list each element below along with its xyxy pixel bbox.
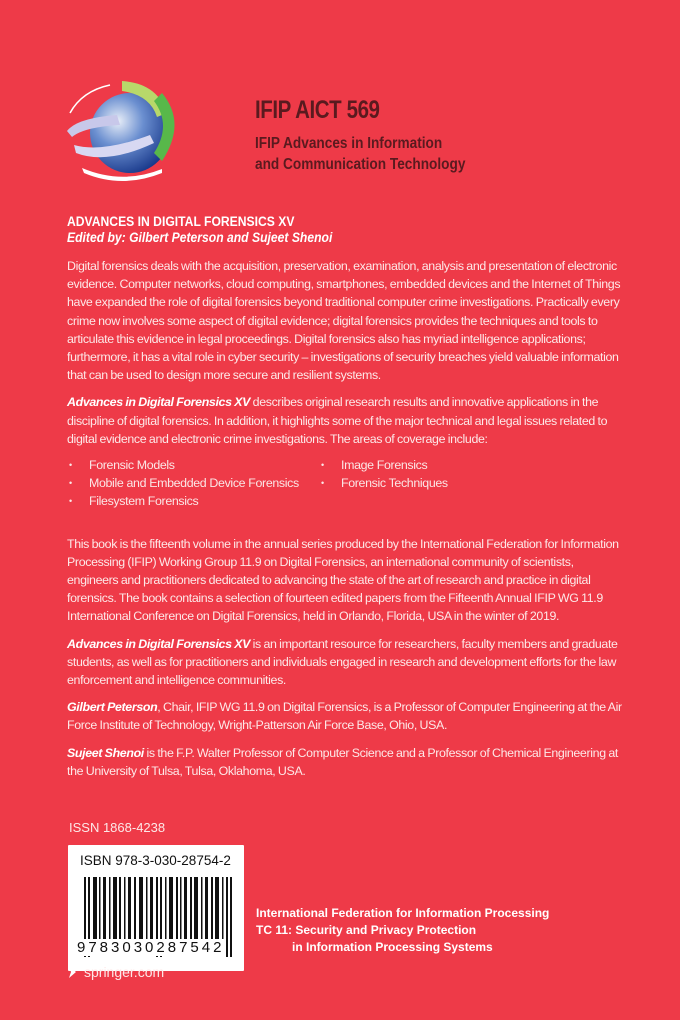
series-subtitle xyxy=(255,133,465,175)
coverage-list xyxy=(67,456,622,511)
coverage-item: • Forensic Techniques xyxy=(319,474,448,492)
book-editors: Edited by: Gilbert Peterson and Sujeet Shenoi xyxy=(67,230,333,245)
editor-bio-text: is the F.P. Walter Professor of Computer Science and a Professor of Chemical Engineering at the University of Tulsa, Tulsa, Oklahoma, USA. xyxy=(67,745,618,778)
ifip-footer xyxy=(256,905,549,956)
isbn-barcode xyxy=(68,845,244,971)
ifip-globe-icon xyxy=(62,73,192,188)
editor-name: Gilbert Peterson xyxy=(67,700,158,715)
scope-paragraph xyxy=(67,393,622,448)
description-paragraph: Digital forensics deals with the acquisition, preservation, examination, analysis and presentation of electronic evidence. Computer networks, cloud computing, smartphones, embedded devices and the Internet of Things have expanded the role of digital forensics beyond traditional computer crime investigations. Practically every crime now involves some aspect of digital evidence; digital forensics provides the techniques and tools to articulate this evidence in legal proceedings. Digital forensics also has myriad intelligence applications; furthermore, it has a vital role in cyber security – investigations of security breaches yield valuable information that can be used to design more secure and resilient systems. xyxy=(67,259,621,383)
scope-text: describes original research results and innovative applications in the discipline of digital forensics. In addition, it highlights some of the major technical and legal issues related to digital evidence and electronic crime investigations. The areas of coverage include: xyxy=(67,395,608,446)
chevron-right-icon xyxy=(68,965,78,979)
springer-link[interactable] xyxy=(68,964,164,980)
editor-bio-shenoi xyxy=(67,744,622,780)
audience-text: is an important resource for researchers, faculty members and graduate students, as well as for practitioners and individuals engaged in research and development efforts for the law enforcement and intelligence communities. xyxy=(67,636,618,688)
editor-name: Sujeet Shenoi xyxy=(67,745,144,760)
coverage-column-2 xyxy=(319,456,448,511)
springer-url[interactable]: springer.com xyxy=(84,964,165,980)
isbn-digits xyxy=(76,939,225,956)
coverage-item: • Mobile and Embedded Device Forensics xyxy=(67,474,319,492)
coverage-item: • Filesystem Forensics xyxy=(67,492,319,510)
issn: ISSN 1868-4238 xyxy=(69,820,166,835)
audience-paragraph xyxy=(67,635,622,690)
editor-bio-peterson xyxy=(67,698,622,734)
book-title: ADVANCES IN DIGITAL FORENSICS XV xyxy=(67,214,295,229)
isbn-digit-text: 9783030287542 xyxy=(77,939,225,956)
book-title-emphasis: Advances in Digital Forensics XV xyxy=(67,395,251,410)
coverage-item: • Image Forensics xyxy=(319,456,448,474)
coverage-column-1 xyxy=(67,456,319,511)
series-subtitle-line1: IFIP Advances in Information xyxy=(255,135,443,152)
back-cover-text xyxy=(67,214,622,780)
coverage-item: • Forensic Models xyxy=(67,456,319,474)
book-title-emphasis: Advances in Digital Forensics XV xyxy=(67,636,251,651)
isbn-label: ISBN 978-3-030-28754-2 xyxy=(80,853,231,868)
series-paragraph: This book is the fifteenth volume in the annual series produced by the International Federation for Information Processing (IFIP) Working Group 11.9 on Digital Forensics, an international community of scientists, engineers and practitioners dedicated to advancing the state of the art of research and practice in digital forensics. The book contains a selection of fourteen edited papers from the Fifteenth Annual IFIP WG 11.9 International Conference on Digital Forensics, held in Orlando, Florida, USA in the winter of 2019. xyxy=(67,536,619,624)
footer-line-3: in Information Processing Systems xyxy=(292,940,493,954)
footer-line-1: International Federation for Information Processing xyxy=(256,906,550,920)
series-subtitle-line2: and Communication Technology xyxy=(255,156,466,173)
series-header xyxy=(255,96,494,175)
series-title: IFIP AICT 569 xyxy=(255,96,380,124)
editor-bio-text: , Chair, IFIP WG 11.9 on Digital Forensics, is a Professor of Computer Engineering at the Air Force Institute of Technology, Wright-Patterson Air Force Base, Ohio, USA. xyxy=(67,700,622,733)
footer-line-2: TC 11: Security and Privacy Protection xyxy=(256,923,477,937)
